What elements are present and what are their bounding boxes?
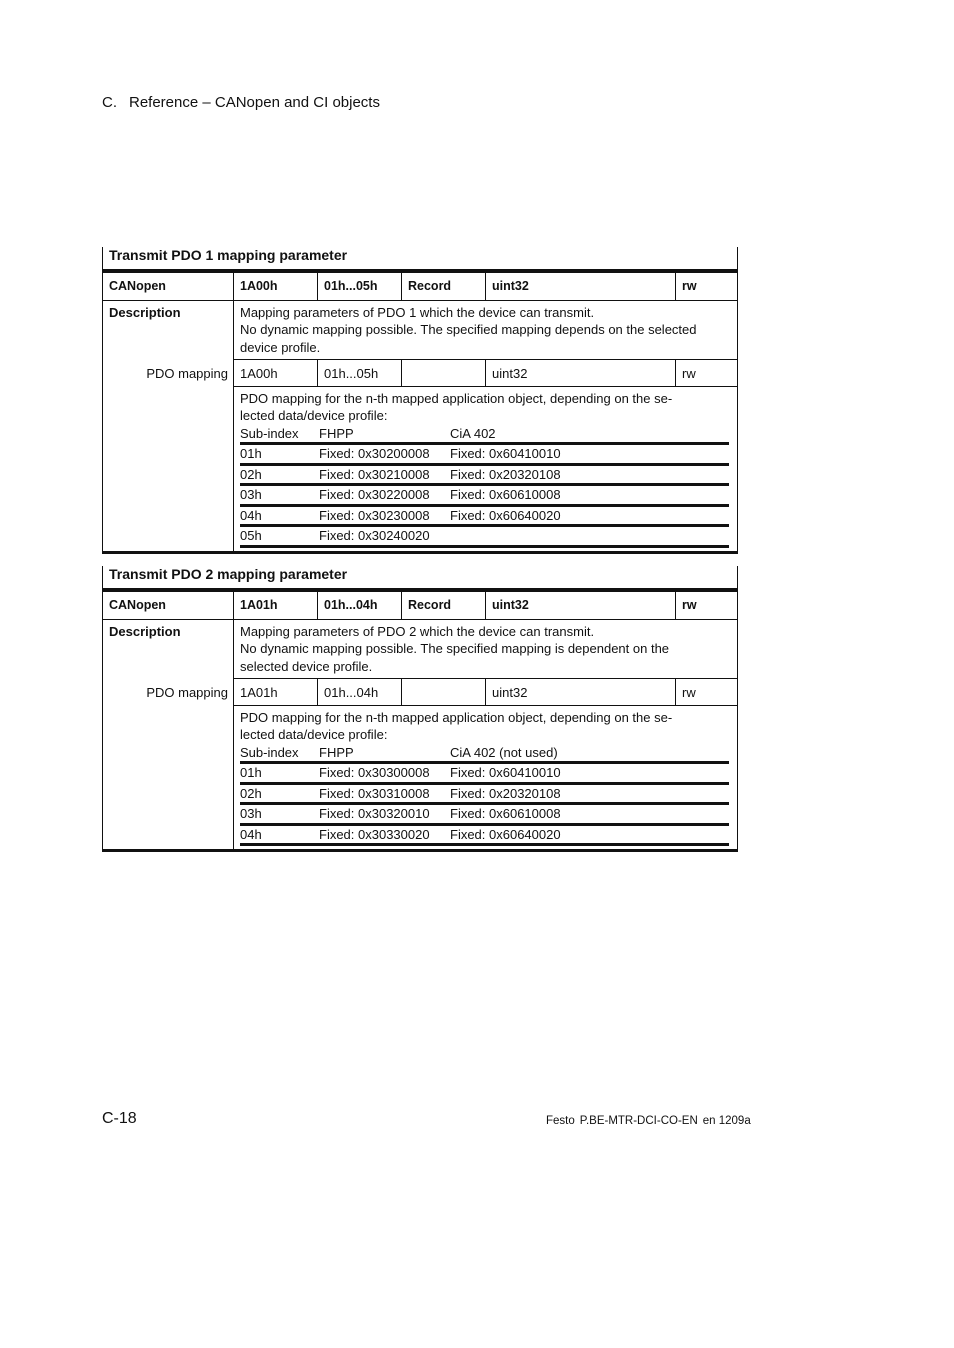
mapping-intro-line: PDO mapping for the n-th mapped application object, depending on the se- <box>240 390 673 406</box>
mapping-list-row: 03h Fixed: 0x30220008 Fixed: 0x60610008 <box>240 485 729 506</box>
col-cia402: CiA 402 <box>450 425 729 444</box>
mapping-detail <box>234 386 738 552</box>
canopen-header-row <box>103 271 738 300</box>
sub-data-type: uint32 <box>486 360 676 387</box>
mapping-detail <box>234 705 738 851</box>
header-subindex: 01h...05h <box>318 271 402 300</box>
sub-object-type <box>402 360 486 387</box>
description-text <box>234 300 738 360</box>
mapping-intro-line: PDO mapping for the n-th mapped application object, depending on the se- <box>240 709 673 725</box>
header-access: rw <box>676 590 738 619</box>
mapping-list-row: 04h Fixed: 0x30330020 Fixed: 0x60640020 <box>240 824 729 845</box>
description-row <box>103 300 738 360</box>
mapping-list-row: 03h Fixed: 0x30320010 Fixed: 0x60610008 <box>240 804 729 825</box>
description-line: Mapping parameters of PDO 2 which the device can transmit. <box>240 623 595 639</box>
sub-object-type <box>402 679 486 706</box>
sub-access: rw <box>676 360 738 387</box>
description-line: selected device profile. <box>240 658 373 674</box>
pdo-mapping-label: PDO mapping <box>103 679 234 706</box>
description-line: No dynamic mapping possible. The specified mapping depends on the selected <box>240 322 697 337</box>
header-index: 1A00h <box>234 271 318 300</box>
mapping-intro-line: lected data/device profile: <box>240 408 388 423</box>
pdo-mapping-row <box>103 360 738 387</box>
mapping-list-row: 02h Fixed: 0x30210008 Fixed: 0x20320108 <box>240 464 729 485</box>
header-object-type: Record <box>402 271 486 300</box>
mapping-list-row: 02h Fixed: 0x30310008 Fixed: 0x20320108 <box>240 783 729 804</box>
description-label: Description <box>103 300 234 360</box>
pdo1-mapping-table <box>102 247 738 554</box>
pdo-mapping-label: PDO mapping <box>103 360 234 387</box>
brand-name: Festo <box>546 1115 575 1127</box>
document-reference <box>546 1115 756 1127</box>
sub-subindex: 01h...04h <box>318 679 402 706</box>
header-data-type: uint32 <box>486 271 676 300</box>
table-title: Transmit PDO 1 mapping parameter <box>103 247 738 271</box>
header-access: rw <box>676 271 738 300</box>
header-label: CANopen <box>103 590 234 619</box>
sub-index: 1A01h <box>234 679 318 706</box>
table-title-row <box>103 566 738 590</box>
canopen-header-row <box>103 590 738 619</box>
header-data-type: uint32 <box>486 590 676 619</box>
mapping-list-row: 04h Fixed: 0x30230008 Fixed: 0x60640020 <box>240 505 729 526</box>
header-subindex: 01h...04h <box>318 590 402 619</box>
sub-access: rw <box>676 679 738 706</box>
col-subindex: Sub-index <box>240 744 319 763</box>
description-line: Mapping parameters of PDO 1 which the device can transmit. <box>240 304 595 320</box>
chapter-title: Reference – CANopen and CI objects <box>129 94 380 111</box>
pdo2-mapping-table <box>102 566 738 852</box>
pdo-mapping-row <box>103 679 738 706</box>
table-title: Transmit PDO 2 mapping parameter <box>103 566 738 590</box>
mapping-list-row: 05h Fixed: 0x30240020 <box>240 526 729 547</box>
mapping-list-row: 01h Fixed: 0x30300008 Fixed: 0x60410010 <box>240 763 729 784</box>
mapping-detail-row <box>103 386 738 552</box>
header-index: 1A01h <box>234 590 318 619</box>
description-label: Description <box>103 619 234 679</box>
document-id: P.BE-MTR-DCI-CO-EN <box>579 1115 698 1127</box>
mapping-list-row: 01h Fixed: 0x30200008 Fixed: 0x60410010 <box>240 444 729 465</box>
page-header <box>102 94 380 111</box>
description-line: device profile. <box>240 339 321 355</box>
page-number: C-18 <box>102 1110 137 1127</box>
mapping-list <box>240 744 729 847</box>
chapter-number: C. <box>102 94 117 111</box>
sub-data-type: uint32 <box>486 679 676 706</box>
sub-index: 1A00h <box>234 360 318 387</box>
mapping-list-header <box>240 744 729 763</box>
description-row <box>103 619 738 679</box>
header-label: CANopen <box>103 271 234 300</box>
edition: en 1209a <box>702 1115 751 1127</box>
mapping-intro-line: lected data/device profile: <box>240 727 388 742</box>
mapping-list-header <box>240 425 729 444</box>
mapping-list <box>240 425 729 548</box>
mapping-detail-row <box>103 705 738 851</box>
header-object-type: Record <box>402 590 486 619</box>
col-cia402: CiA 402 (not used) <box>450 744 729 763</box>
description-line: No dynamic mapping possible. The specified mapping is dependent on the <box>240 641 670 656</box>
col-subindex: Sub-index <box>240 425 319 444</box>
col-fhpp: FHPP <box>319 744 450 763</box>
description-text <box>234 619 738 679</box>
sub-subindex: 01h...05h <box>318 360 402 387</box>
col-fhpp: FHPP <box>319 425 450 444</box>
table-title-row <box>103 247 738 271</box>
